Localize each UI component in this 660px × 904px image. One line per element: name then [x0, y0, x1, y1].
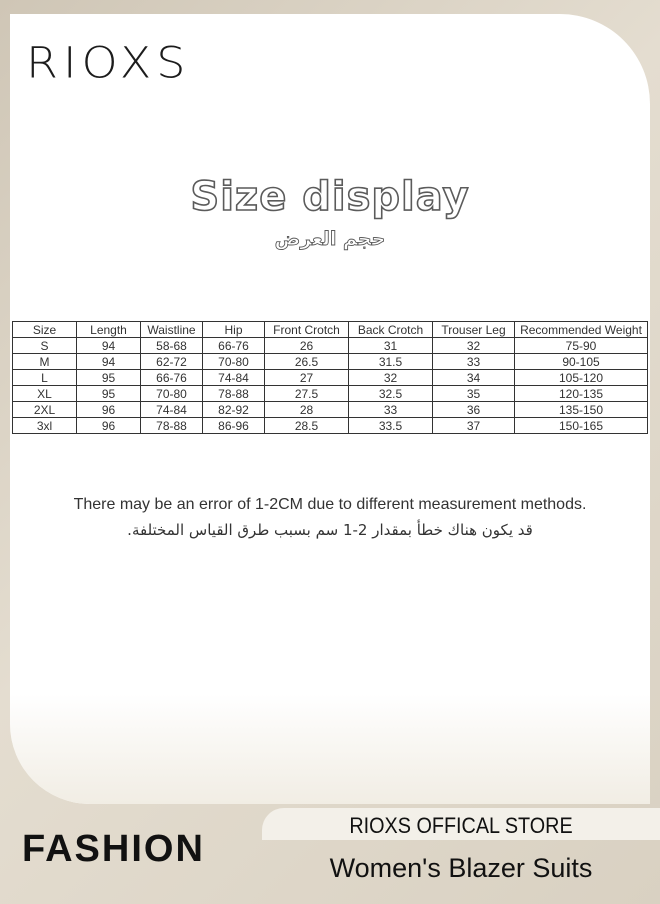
cell-back-crotch: 33.5	[349, 418, 433, 434]
table-header-row	[13, 322, 648, 338]
header-back-crotch: Back Crotch	[349, 322, 433, 338]
page-title-arabic: حجم العرض	[274, 228, 386, 250]
cell-length: 95	[77, 386, 141, 402]
cell-front-crotch: 28.5	[265, 418, 349, 434]
cell-hip: 86-96	[203, 418, 265, 434]
cell-waistline: 66-76	[141, 370, 203, 386]
fashion-label: FASHION	[22, 828, 205, 870]
cell-size: 2XL	[13, 402, 77, 418]
cell-waistline: 78-88	[141, 418, 203, 434]
header-hip: Hip	[203, 322, 265, 338]
cell-length: 94	[77, 338, 141, 354]
header-recommended-weight: Recommended Weight	[515, 322, 648, 338]
header-length: Length	[77, 322, 141, 338]
header-waistline: Waistline	[141, 322, 203, 338]
cell-back-crotch: 32	[349, 370, 433, 386]
cell-hip: 78-88	[203, 386, 265, 402]
header-size: Size	[13, 322, 77, 338]
table-row	[13, 370, 648, 386]
cell-size: S	[13, 338, 77, 354]
table-row	[13, 418, 648, 434]
cell-recommended-weight: 105-120	[515, 370, 648, 386]
cell-front-crotch: 27	[265, 370, 349, 386]
product-image-card	[10, 14, 650, 804]
card-bottom-fade	[10, 694, 650, 804]
cell-trouser-leg: 35	[433, 386, 515, 402]
cell-length: 94	[77, 354, 141, 370]
cell-waistline: 58-68	[141, 338, 203, 354]
cell-recommended-weight: 120-135	[515, 386, 648, 402]
cell-size: XL	[13, 386, 77, 402]
cell-trouser-leg: 32	[433, 338, 515, 354]
cell-front-crotch: 27.5	[265, 386, 349, 402]
cell-recommended-weight: 150-165	[515, 418, 648, 434]
page-title: Size display	[190, 174, 470, 220]
cell-recommended-weight: 135-150	[515, 402, 648, 418]
cell-recommended-weight: 90-105	[515, 354, 648, 370]
cell-length: 95	[77, 370, 141, 386]
cell-size: M	[13, 354, 77, 370]
cell-length: 96	[77, 402, 141, 418]
cell-back-crotch: 32.5	[349, 386, 433, 402]
cell-trouser-leg: 34	[433, 370, 515, 386]
table-row	[13, 338, 648, 354]
cell-hip: 70-80	[203, 354, 265, 370]
cell-hip: 74-84	[203, 370, 265, 386]
product-subtitle: Women's Blazer Suits	[329, 853, 593, 883]
measurement-note: There may be an error of 1-2CM due to different measurement methods.	[73, 496, 587, 513]
header-trouser-leg: Trouser Leg	[433, 322, 515, 338]
cell-waistline: 74-84	[141, 402, 203, 418]
cell-front-crotch: 26.5	[265, 354, 349, 370]
store-name: RIOXS OFFICAL STORE	[349, 813, 573, 838]
table-row	[13, 402, 648, 418]
cell-size: L	[13, 370, 77, 386]
cell-trouser-leg: 33	[433, 354, 515, 370]
table-row	[13, 386, 648, 402]
size-chart-table	[12, 321, 648, 434]
cell-front-crotch: 26	[265, 338, 349, 354]
table-row	[13, 354, 648, 370]
brand-logo: RIOXS	[26, 38, 191, 88]
cell-trouser-leg: 36	[433, 402, 515, 418]
measurement-note-arabic: قد يكون هناك خطأ بمقدار 2-1 سم بسبب طرق القياس المختلفة.	[127, 521, 533, 539]
cell-recommended-weight: 75-90	[515, 338, 648, 354]
cell-hip: 82-92	[203, 402, 265, 418]
cell-back-crotch: 31	[349, 338, 433, 354]
cell-hip: 66-76	[203, 338, 265, 354]
cell-trouser-leg: 37	[433, 418, 515, 434]
cell-size: 3xl	[13, 418, 77, 434]
cell-length: 96	[77, 418, 141, 434]
cell-back-crotch: 33	[349, 402, 433, 418]
cell-front-crotch: 28	[265, 402, 349, 418]
header-front-crotch: Front Crotch	[265, 322, 349, 338]
cell-waistline: 70-80	[141, 386, 203, 402]
cell-back-crotch: 31.5	[349, 354, 433, 370]
cell-waistline: 62-72	[141, 354, 203, 370]
